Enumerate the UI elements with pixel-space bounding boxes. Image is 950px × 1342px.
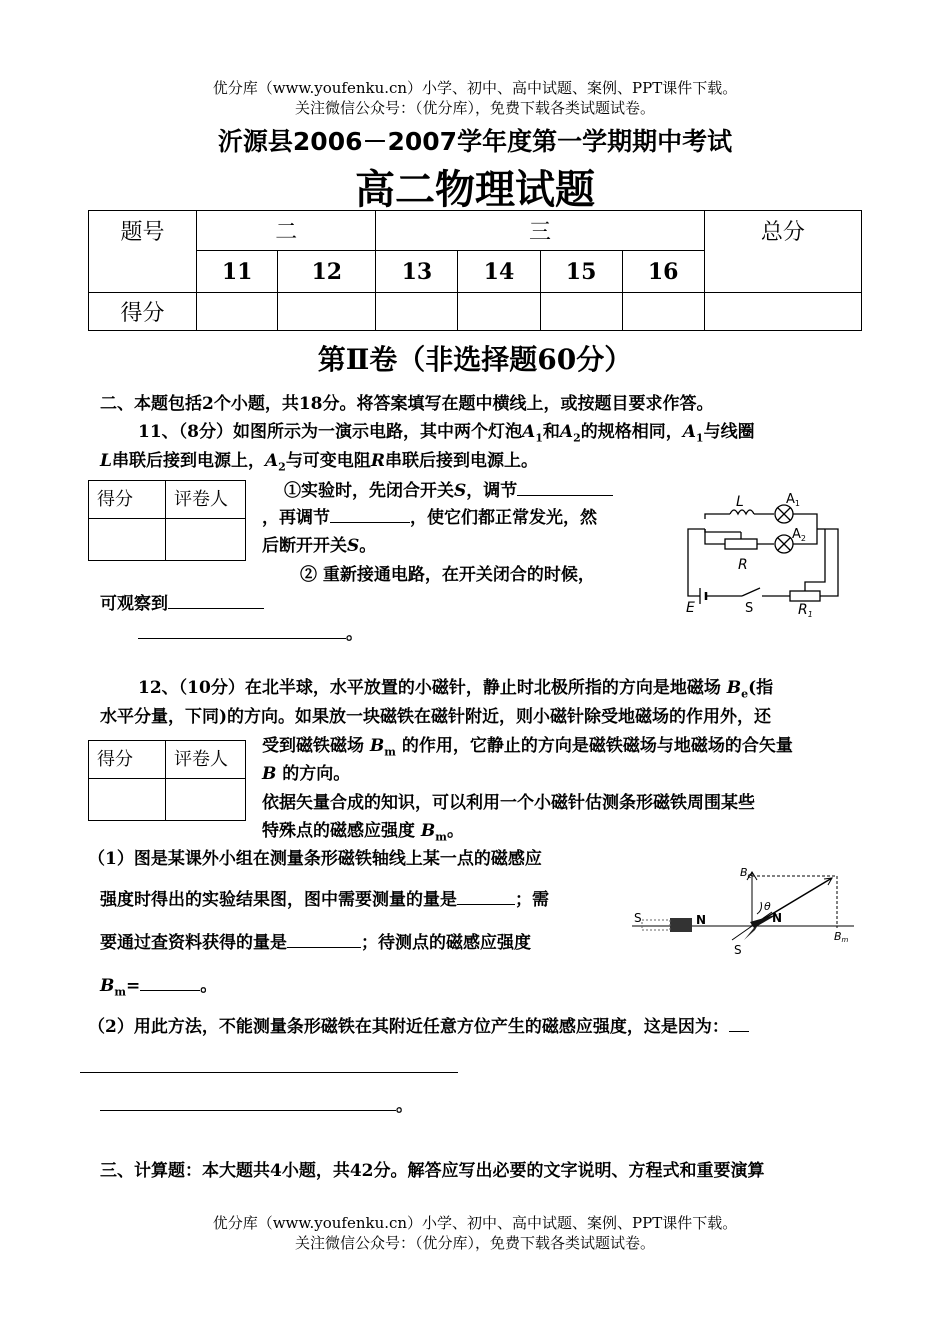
q11-step1b: ，再调节 ，使它们都正常发光，然 (262, 504, 597, 533)
q12-p1-line1: （1）图是某课外小组在测量条形磁铁轴线上某一点的磁感应 (88, 849, 542, 869)
part3-heading: 三、计算题：本大题共4小题，共42分。解答应写出必要的文字说明、方程式和重要演算 (100, 1161, 765, 1181)
grader-reviewer-label: 评卷人 (166, 481, 246, 519)
q11-blank-3[interactable] (168, 590, 264, 609)
section-title: 第Ⅱ卷（非选择题60分） (317, 343, 633, 376)
grader-reviewer-label: 评卷人 (166, 741, 246, 779)
q12-p1-line4: $B_m=$ 。 (100, 972, 217, 1006)
score-cell[interactable] (197, 293, 278, 331)
magnet-label-theta: θ (764, 900, 771, 913)
header-line-2: 关注微信公众号：（优分库），免费下载各类试题试卷。 (294, 99, 655, 117)
grader-score-cell[interactable] (89, 779, 166, 821)
circuit-label-E: E (686, 600, 695, 616)
score-table-col-label: 题号 (89, 211, 197, 293)
q11-end: 。 (138, 620, 363, 649)
circuit-label-R: R (738, 557, 748, 573)
magnet-label-needle-S: S (734, 943, 742, 957)
footer-line-1: 优分库（www.youfenku.cn）小学、初中、高中试题、案例、PPT课件下载。 (212, 1214, 738, 1232)
score-table-total: 总分 (704, 211, 861, 293)
q12-blank-4[interactable] (729, 1013, 749, 1032)
exam-title: 沂源县2006－2007学年度第一学期期中考试 (217, 127, 733, 156)
score-table-num: 12 (278, 251, 376, 293)
header-line-1: 优分库（www.youfenku.cn）小学、初中、高中试题、案例、PPT课件下载。 (212, 79, 738, 97)
grader-score-cell[interactable] (89, 519, 166, 561)
exam-subject: 高二物理试题 (355, 167, 595, 213)
q12-blank-1[interactable] (457, 886, 515, 905)
magnet-label-Be: Be (740, 866, 752, 880)
grader-box-q11 (88, 480, 246, 561)
circuit-diagram (680, 484, 860, 619)
score-cell-total[interactable] (704, 293, 861, 331)
q11-line2: L串联后接到电源上，$A_2$与可变电阻R串联后接到电源上。 (100, 451, 538, 474)
score-table-num: 14 (458, 251, 540, 293)
grader-score-label: 得分 (89, 741, 166, 779)
grader-reviewer-cell[interactable] (166, 779, 246, 821)
q12-blank-3[interactable] (140, 972, 200, 991)
q12-p2-line2: 。 (100, 1092, 413, 1121)
q12-line4: B 的方向。 (262, 764, 351, 784)
grader-reviewer-cell[interactable] (166, 519, 246, 561)
q12-p2-line1: （2）用此方法，不能测量条形磁铁在其附近任意方位产生的磁感应强度，这是因为： (88, 1013, 749, 1042)
score-cell[interactable] (622, 293, 704, 331)
circuit-label-S: S (745, 601, 754, 616)
score-cell[interactable] (458, 293, 540, 331)
circuit-label-A1: $A_1$ (786, 492, 800, 508)
grader-box-q12 (88, 740, 246, 821)
q11-observe: 可观察到 (100, 590, 264, 619)
q12-line5: 依据矢量合成的知识，可以利用一个小磁针估测条形磁铁周围某些 (262, 793, 755, 813)
q12-p1-line3: 要通过查资料获得的量是 ；待测点的磁感应强度 (100, 929, 531, 958)
magnet-label-N: N (696, 913, 707, 927)
score-table-row-label: 得分 (89, 293, 197, 331)
score-table-sec2: 二 (197, 211, 376, 251)
grader-score-label: 得分 (89, 481, 166, 519)
q12-blank-5[interactable] (100, 1092, 396, 1111)
circuit-label-A2: $A_2$ (792, 527, 806, 543)
score-table-num: 16 (622, 251, 704, 293)
q12-p1-line2: 强度时得出的实验结果图，图中需要测量的量是 ；需 (100, 886, 549, 915)
q11-line1: 11、（8分）如图所示为一演示电路，其中两个灯泡$A_1$和$A_2$的规格相同，$A_1$与线圈 (138, 422, 755, 445)
score-cell[interactable] (540, 293, 622, 331)
q12-line3: 受到磁铁磁场 $B_m$ 的作用，它静止的方向是磁铁磁场与地磁场的合矢量 (262, 736, 793, 759)
score-table-num: 11 (197, 251, 278, 293)
magnet-diagram (632, 862, 858, 958)
q11-step1a: ①实验时，先闭合开关S，调节 (284, 477, 613, 506)
q11-blank-2[interactable] (330, 504, 410, 523)
magnet-label-Bm: Bm (834, 930, 849, 944)
score-table-num: 15 (540, 251, 622, 293)
q11-step2: ② 重新接通电路，在开关闭合的时候， (300, 565, 595, 585)
footer-line-2: 关注微信公众号：（优分库），免费下载各类试题试卷。 (294, 1234, 655, 1252)
q11-step1c: 后断开开关S。 (262, 536, 377, 556)
part2-heading: 二、本题包括2个小题，共18分。将答案填写在题中横线上，或按题目要求作答。 (100, 394, 714, 414)
score-table-num: 13 (376, 251, 458, 293)
circuit-label-R1: $R_1$ (798, 602, 813, 619)
q11-blank-1[interactable] (517, 477, 613, 496)
q12-line2: 水平分量，下同)的方向。如果放一块磁铁在磁针附近，则小磁针除受地磁场的作用外，还 (100, 707, 772, 727)
magnet-label-needle-N: N (772, 911, 783, 925)
magnet-label-S: S (634, 911, 642, 925)
score-table-sec3: 三 (376, 211, 704, 251)
q12-line1: 12、（10分）在北半球，水平放置的小磁针，静止时北极所指的方向是地磁场 $B_e$(指 (138, 678, 774, 701)
q12-line6: 特殊点的磁感应强度 $B_m$。 (262, 821, 464, 844)
q11-blank-4[interactable] (138, 620, 346, 639)
circuit-label-L: L (736, 494, 744, 510)
q12-blank-2[interactable] (287, 929, 361, 948)
score-cell[interactable] (278, 293, 376, 331)
score-table (88, 210, 862, 331)
q12-answer-line-1[interactable] (80, 1072, 458, 1073)
score-cell[interactable] (376, 293, 458, 331)
